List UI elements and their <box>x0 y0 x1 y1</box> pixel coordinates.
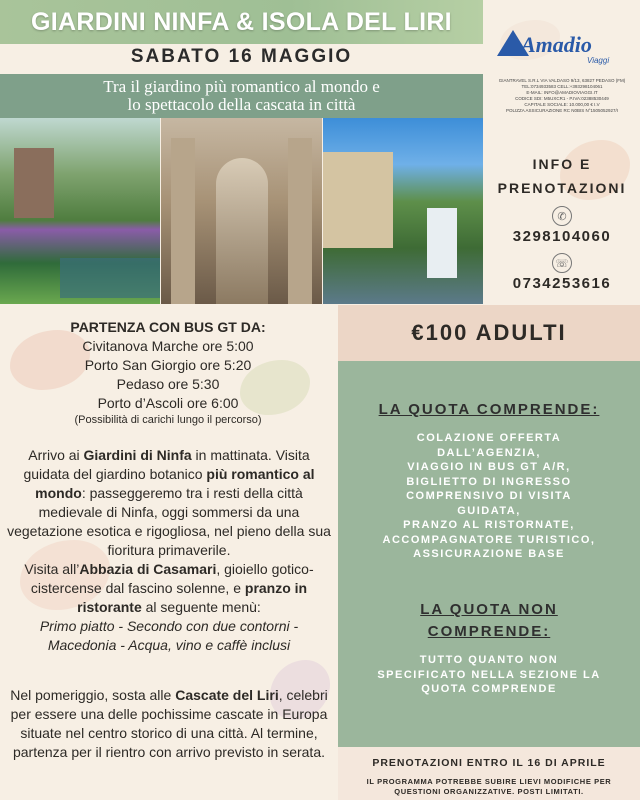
liri-waterfall-photo <box>323 118 483 304</box>
program-highlight: più romantico al mondo <box>35 466 315 501</box>
program-highlight: Cascate del Liri <box>175 687 279 703</box>
phone-number-mobile[interactable]: 3298104060 <box>512 228 612 245</box>
excludes-item: SPECIFICATO NELLA SEZIONE LA <box>377 668 601 681</box>
program-text: , gioiello gotico-cistercense dal fascino solenne, e <box>30 561 314 596</box>
departure-stop: Civitanova Marche ore 5:00 <box>82 338 254 354</box>
excludes-heading <box>338 599 640 643</box>
includes-item: COMPRENSIVO DI VISITA <box>406 490 572 502</box>
waterfall <box>427 208 457 278</box>
program-text: Nel pomeriggio, sosta alle <box>10 687 176 703</box>
excludes-item: TUTTO QUANTO NON <box>419 654 559 666</box>
ruin-tower <box>14 148 54 218</box>
company-line: CODICE SDI: M5UXCR1 - P.IVA:02388530449 <box>515 96 609 101</box>
program-highlight: Giardini di Ninfa <box>83 447 192 463</box>
program-text: al seguente menù: <box>141 599 261 615</box>
departure-note: (Possibilità di carichi lungo il percorso) <box>74 414 262 426</box>
departure-stop: Pedaso ore 5:30 <box>116 376 220 392</box>
excludes-heading-line: COMPRENDE: <box>427 623 551 640</box>
abbey-nave <box>216 158 268 304</box>
program-highlight: pranzo in ristorante <box>77 580 308 615</box>
program-text: in mattinata. Visita guidata del giardino botanico <box>23 447 310 482</box>
includes-list <box>344 431 634 562</box>
lunch-menu: Primo piatto - Secondo con due contorni - Macedonia - Acqua, vino e caffè inclusi <box>39 618 299 653</box>
company-line: GIANTRAVEL S.R.L VIA VALDASO 9/13, 63827 PEDASO (FM) <box>498 78 626 83</box>
includes-heading: LA QUOTA COMPRENDE: <box>378 401 600 418</box>
includes-item: ACCOMPAGNATORE TURISTICO, <box>382 533 596 546</box>
logo-name: Amadio <box>521 32 592 57</box>
info-title-line: PRENOTAZIONI <box>497 180 627 196</box>
phone-icon: ☏ <box>552 253 572 273</box>
price-label: €100 ADULTI <box>411 320 567 345</box>
booking-footer <box>338 747 640 800</box>
includes-item: VIAGGIO IN BUS GT A/R, <box>407 461 571 473</box>
program-text: , celebri per essere una delle pochissime cascate in Europa situate nel centro storico di una città. Al termine, partenza per il rientro con arrivo previsto in serata. <box>10 687 328 760</box>
departure-heading: PARTENZA CON BUS GT DA: <box>70 319 266 335</box>
departure-stop: Porto d’Ascoli ore 6:00 <box>97 395 239 411</box>
includes-item: BIGLIETTO DI INGRESSO <box>406 475 572 488</box>
program-highlight: Abbazia di Casamari <box>79 561 217 577</box>
disclaimer-line: IL PROGRAMMA POTREBBE SUBIRE LIEVI MODIFICHE PER <box>366 777 612 786</box>
excludes-heading-line: LA QUOTA NON <box>420 601 558 618</box>
includes-item: GUIDATA, <box>457 504 521 517</box>
program-text: : passeggeremo tra i resti della città medievale di Ninfa, oggi sommersi da una vegetazione esotica e rigogliosa, nel pieno della sua fioritura primaverile. <box>7 485 331 558</box>
program-morning <box>4 446 334 655</box>
program-text: Visita all’ <box>24 561 80 577</box>
quota-panel <box>338 361 640 747</box>
ninfa-garden-photo <box>0 118 160 304</box>
garden-stream <box>60 258 160 298</box>
page-title: GIARDINI NINFA & ISOLA DEL LIRI <box>31 7 452 36</box>
info-title <box>498 152 627 200</box>
tagline-banner <box>0 74 483 118</box>
tagline-line: Tra il giardino più romantico al mondo e <box>103 77 380 96</box>
includes-item: COLAZIONE OFFERTA <box>416 432 562 444</box>
abbey-column <box>288 138 312 304</box>
includes-item: ASSICURAZIONE BASE <box>413 548 565 560</box>
agency-logo <box>497 26 632 70</box>
company-line: TEL:0734933583 CELL:+393298104061 <box>521 84 603 89</box>
disclaimer <box>338 777 640 797</box>
program-afternoon <box>4 686 334 762</box>
company-line: POLIZZA ASSICURAZIONE RC N0BIS N°1505052927/I <box>505 108 619 113</box>
disclaimer-line: QUESTIONI ORGANIZZATIVE. POSTI LIMITATI. <box>394 787 584 796</box>
includes-item: PRANZO AL RISTORNATE, <box>403 519 575 531</box>
tagline-line: lo spettacolo della cascata in città <box>127 95 356 114</box>
logo-subtitle: Viaggi <box>587 56 610 65</box>
includes-item: DALL’AGENZIA, <box>437 446 541 459</box>
info-panel <box>484 118 640 304</box>
company-details <box>487 78 637 114</box>
excludes-list <box>348 653 630 697</box>
abbey-interior-photo <box>161 118 322 304</box>
company-line: CAPITALE SOCIALE: 10.000,00 € I.V <box>524 102 600 107</box>
event-date: SABATO 16 MAGGIO <box>130 46 353 67</box>
town-buildings <box>323 152 393 248</box>
price-badge <box>338 305 640 361</box>
info-title-line: INFO E <box>532 156 592 172</box>
excludes-item: QUOTA COMPRENDE <box>421 683 557 695</box>
booking-deadline: PRENOTAZIONI ENTRO IL 16 DI APRILE <box>372 757 606 769</box>
company-line: E-MAIL: INFO@AMADIOVIAGGI.IT <box>526 90 598 95</box>
departure-stop: Porto San Giorgio ore 5:20 <box>84 357 252 373</box>
abbey-column <box>171 138 195 304</box>
phone-number-landline[interactable]: 0734253616 <box>512 275 612 292</box>
title-banner <box>0 0 483 44</box>
departure-section <box>0 318 336 427</box>
program-text: Arrivo ai <box>28 447 84 463</box>
whatsapp-icon: ✆ <box>552 206 572 226</box>
